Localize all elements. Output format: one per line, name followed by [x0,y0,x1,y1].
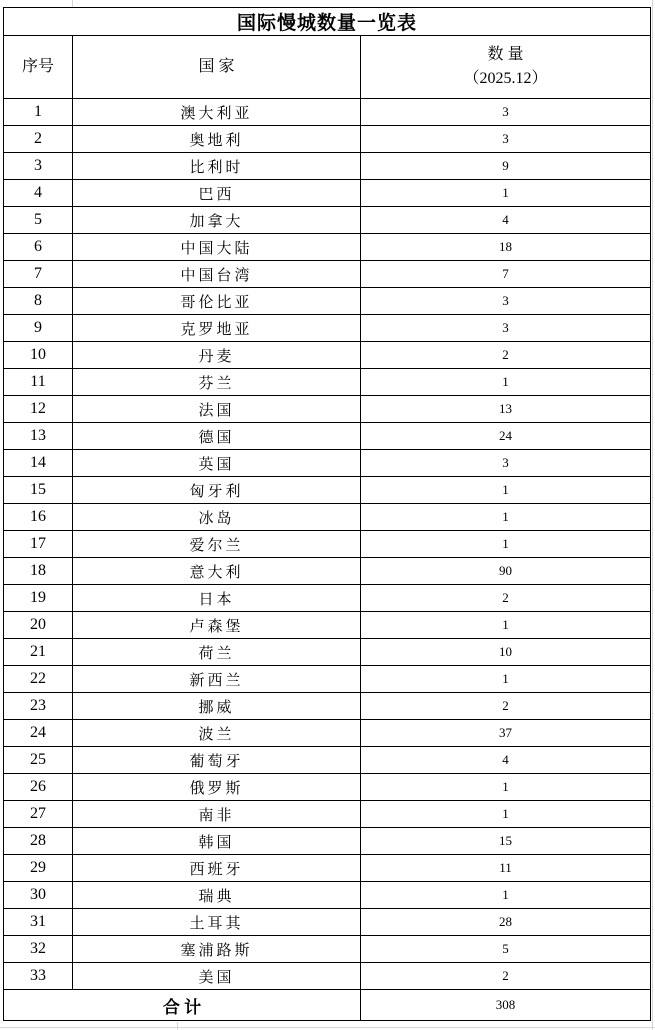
row-country: 爱尔兰 [73,531,361,558]
row-index: 32 [4,936,73,963]
row-quantity: 15 [361,828,651,855]
table-row [4,504,651,531]
row-index: 23 [4,693,73,720]
row-country: 韩国 [73,828,361,855]
row-country: 澳大利亚 [73,99,361,126]
table-row [4,909,651,936]
table-row [4,153,651,180]
row-country: 匈牙利 [73,477,361,504]
row-index: 25 [4,747,73,774]
row-country: 德国 [73,423,361,450]
row-country: 意大利 [73,558,361,585]
row-country: 日本 [73,585,361,612]
table-row [4,315,651,342]
slow-city-table [3,7,651,1021]
row-index: 33 [4,963,73,990]
table-row [4,585,651,612]
column-header-country: 国 家 [73,36,361,99]
table-row [4,450,651,477]
column-header-index: 序号 [4,36,73,99]
row-quantity: 13 [361,396,651,423]
row-quantity: 1 [361,801,651,828]
row-quantity: 3 [361,315,651,342]
table-row [4,612,651,639]
row-quantity: 10 [361,639,651,666]
row-index: 13 [4,423,73,450]
row-quantity: 1 [361,369,651,396]
row-country: 挪威 [73,693,361,720]
row-quantity: 1 [361,666,651,693]
row-country: 荷兰 [73,639,361,666]
row-quantity: 18 [361,234,651,261]
row-quantity: 1 [361,531,651,558]
row-index: 2 [4,126,73,153]
row-country: 南非 [73,801,361,828]
table-row [4,207,651,234]
row-quantity: 1 [361,882,651,909]
column-header-quantity-label: 数 量 [487,46,524,63]
total-value: 308 [361,990,651,1021]
row-quantity: 4 [361,207,651,234]
row-index: 11 [4,369,73,396]
row-quantity: 11 [361,855,651,882]
row-country: 新西兰 [73,666,361,693]
row-quantity: 1 [361,180,651,207]
row-index: 22 [4,666,73,693]
row-quantity: 7 [361,261,651,288]
row-index: 31 [4,909,73,936]
table-row [4,774,651,801]
row-quantity: 90 [361,558,651,585]
row-quantity: 1 [361,612,651,639]
row-country: 西班牙 [73,855,361,882]
spreadsheet-gridline [0,1027,655,1028]
table-title-row [4,8,651,36]
row-quantity: 1 [361,477,651,504]
row-quantity: 1 [361,504,651,531]
row-country: 中国台湾 [73,261,361,288]
row-country: 丹麦 [73,342,361,369]
table-row [4,423,651,450]
table-row [4,126,651,153]
row-quantity: 3 [361,126,651,153]
column-header-quantity-date: （2025.12） [463,70,548,87]
row-quantity: 2 [361,693,651,720]
row-index: 18 [4,558,73,585]
table-row [4,558,651,585]
table-row [4,396,651,423]
row-country: 加拿大 [73,207,361,234]
table-row [4,693,651,720]
row-index: 20 [4,612,73,639]
row-country: 美国 [73,963,361,990]
slow-city-table-wrap [3,7,650,1021]
row-country: 哥伦比亚 [73,288,361,315]
table-row [4,342,651,369]
row-index: 8 [4,288,73,315]
row-index: 6 [4,234,73,261]
row-index: 19 [4,585,73,612]
row-country: 法国 [73,396,361,423]
table-row [4,288,651,315]
row-index: 24 [4,720,73,747]
row-quantity: 2 [361,585,651,612]
row-quantity: 3 [361,99,651,126]
table-row [4,261,651,288]
table-row [4,477,651,504]
table-title: 国际慢城数量一览表 [4,8,651,36]
row-quantity: 1 [361,774,651,801]
row-quantity: 4 [361,747,651,774]
row-index: 10 [4,342,73,369]
row-country: 英国 [73,450,361,477]
table-row [4,882,651,909]
table-row [4,234,651,261]
spreadsheet-gridline [177,1022,178,1030]
table-row [4,369,651,396]
table-row [4,828,651,855]
row-quantity: 9 [361,153,651,180]
row-index: 9 [4,315,73,342]
row-country: 冰岛 [73,504,361,531]
row-quantity: 2 [361,342,651,369]
row-country: 俄罗斯 [73,774,361,801]
table-row [4,639,651,666]
row-index: 27 [4,801,73,828]
row-quantity: 3 [361,288,651,315]
table-row [4,855,651,882]
row-country: 比利时 [73,153,361,180]
row-index: 26 [4,774,73,801]
row-index: 28 [4,828,73,855]
row-index: 16 [4,504,73,531]
row-country: 卢森堡 [73,612,361,639]
row-index: 5 [4,207,73,234]
row-quantity: 5 [361,936,651,963]
row-index: 14 [4,450,73,477]
table-total-row [4,990,651,1021]
row-country: 土耳其 [73,909,361,936]
table-row [4,801,651,828]
row-index: 17 [4,531,73,558]
row-quantity: 37 [361,720,651,747]
row-index: 21 [4,639,73,666]
row-index: 4 [4,180,73,207]
row-country: 中国大陆 [73,234,361,261]
spreadsheet-gridline [72,0,73,7]
row-country: 芬兰 [73,369,361,396]
row-quantity: 2 [361,963,651,990]
row-country: 奥地利 [73,126,361,153]
table-row [4,666,651,693]
table-row [4,747,651,774]
total-label: 合 计 [4,990,361,1021]
table-row [4,531,651,558]
row-quantity: 24 [361,423,651,450]
table-row [4,963,651,990]
table-row [4,180,651,207]
column-header-quantity [361,36,651,99]
table-header-row [4,36,651,99]
table-row [4,99,651,126]
row-index: 15 [4,477,73,504]
row-country: 瑞典 [73,882,361,909]
row-country: 塞浦路斯 [73,936,361,963]
row-index: 30 [4,882,73,909]
table-body [4,99,651,990]
row-index: 3 [4,153,73,180]
row-index: 7 [4,261,73,288]
row-quantity: 3 [361,450,651,477]
row-index: 29 [4,855,73,882]
row-country: 波兰 [73,720,361,747]
row-country: 葡萄牙 [73,747,361,774]
row-index: 12 [4,396,73,423]
table-row [4,936,651,963]
spreadsheet-gridline [652,0,653,1030]
table-row [4,720,651,747]
row-country: 克罗地亚 [73,315,361,342]
row-quantity: 28 [361,909,651,936]
row-country: 巴西 [73,180,361,207]
row-index: 1 [4,99,73,126]
